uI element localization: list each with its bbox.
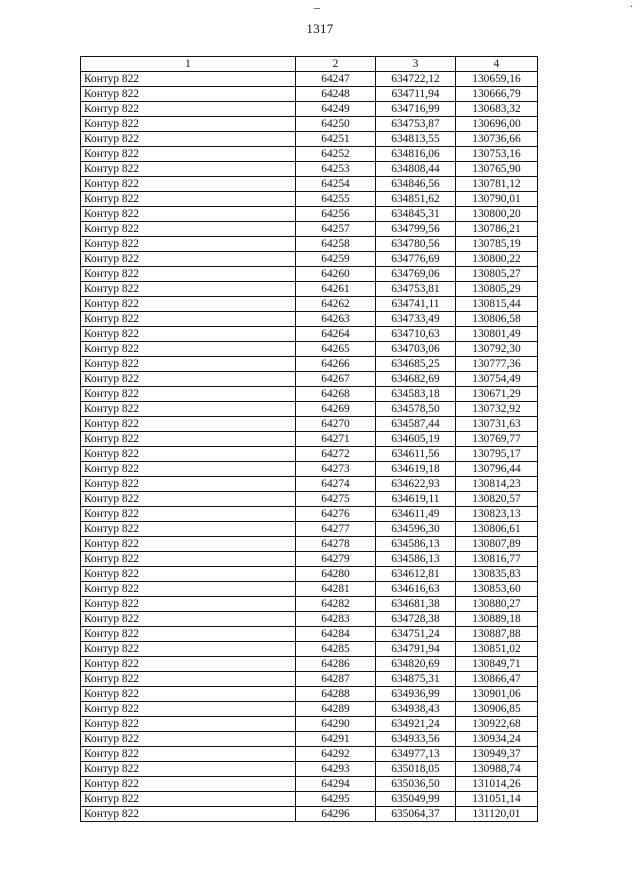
y-coordinate-cell: 130769,77 (456, 432, 538, 447)
table-row (81, 507, 538, 522)
point-number-cell: 64257 (296, 222, 376, 237)
contour-name-cell: Контур 822 (81, 222, 296, 237)
y-coordinate-cell: 130820,57 (456, 492, 538, 507)
x-coordinate-cell: 634619,11 (376, 492, 456, 507)
table-row (81, 432, 538, 447)
contour-name-cell: Контур 822 (81, 507, 296, 522)
contour-name-cell: Контур 822 (81, 477, 296, 492)
y-coordinate-cell: 130753,16 (456, 147, 538, 162)
x-coordinate-cell: 634751,24 (376, 627, 456, 642)
y-coordinate-cell: 130777,36 (456, 357, 538, 372)
contour-name-cell: Контур 822 (81, 192, 296, 207)
contour-name-cell: Контур 822 (81, 87, 296, 102)
contour-name-cell: Контур 822 (81, 792, 296, 807)
page-number: 1317 (306, 21, 334, 36)
point-number-cell: 64283 (296, 612, 376, 627)
point-number-cell: 64267 (296, 372, 376, 387)
y-coordinate-cell: 130805,27 (456, 267, 538, 282)
x-coordinate-cell: 634875,31 (376, 672, 456, 687)
x-coordinate-cell: 634780,56 (376, 237, 456, 252)
table-row (81, 717, 538, 732)
y-coordinate-cell: 131014,26 (456, 777, 538, 792)
contour-name-cell: Контур 822 (81, 357, 296, 372)
point-number-cell: 64254 (296, 177, 376, 192)
point-number-cell: 64248 (296, 87, 376, 102)
y-coordinate-cell: 130906,85 (456, 702, 538, 717)
y-coordinate-cell: 131120,01 (456, 807, 538, 822)
point-number-cell: 64260 (296, 267, 376, 282)
scan-mark-dot: · (630, 2, 634, 13)
x-coordinate-cell: 634936,99 (376, 687, 456, 702)
point-number-cell: 64270 (296, 417, 376, 432)
point-number-cell: 64281 (296, 582, 376, 597)
table-row (81, 342, 538, 357)
x-coordinate-cell: 634711,94 (376, 87, 456, 102)
point-number-cell: 64247 (296, 72, 376, 87)
point-number-cell: 64255 (296, 192, 376, 207)
contour-name-cell: Контур 822 (81, 627, 296, 642)
scan-mark-dash: – (314, 0, 320, 14)
table-row (81, 477, 538, 492)
y-coordinate-cell: 130949,37 (456, 747, 538, 762)
y-coordinate-cell: 130732,92 (456, 402, 538, 417)
point-number-cell: 64277 (296, 522, 376, 537)
y-coordinate-cell: 130922,68 (456, 717, 538, 732)
y-coordinate-cell: 130849,71 (456, 657, 538, 672)
point-number-cell: 64288 (296, 687, 376, 702)
point-number-cell: 64261 (296, 282, 376, 297)
point-number-cell: 64276 (296, 507, 376, 522)
contour-name-cell: Контур 822 (81, 117, 296, 132)
table-row (81, 672, 538, 687)
point-number-cell: 64268 (296, 387, 376, 402)
x-coordinate-cell: 634753,87 (376, 117, 456, 132)
table-row (81, 747, 538, 762)
x-coordinate-cell: 634799,56 (376, 222, 456, 237)
x-coordinate-cell: 634741,11 (376, 297, 456, 312)
x-coordinate-cell: 634586,13 (376, 537, 456, 552)
y-coordinate-cell: 130671,29 (456, 387, 538, 402)
contour-name-cell: Контур 822 (81, 612, 296, 627)
contour-name-cell: Контур 822 (81, 267, 296, 282)
table-row (81, 807, 538, 822)
x-coordinate-cell: 634685,25 (376, 357, 456, 372)
y-coordinate-cell: 130814,23 (456, 477, 538, 492)
contour-name-cell: Контур 822 (81, 252, 296, 267)
contour-name-cell: Контур 822 (81, 732, 296, 747)
x-coordinate-cell: 634611,49 (376, 507, 456, 522)
x-coordinate-cell: 634583,18 (376, 387, 456, 402)
column-header: 3 (376, 57, 456, 72)
x-coordinate-cell: 634938,43 (376, 702, 456, 717)
table-row (81, 72, 538, 87)
y-coordinate-cell: 130800,20 (456, 207, 538, 222)
y-coordinate-cell: 130889,18 (456, 612, 538, 627)
contour-name-cell: Контур 822 (81, 162, 296, 177)
point-number-cell: 64295 (296, 792, 376, 807)
table-row (81, 207, 538, 222)
contour-name-cell: Контур 822 (81, 147, 296, 162)
contour-name-cell: Контур 822 (81, 567, 296, 582)
table-row (81, 447, 538, 462)
table-row (81, 282, 538, 297)
x-coordinate-cell: 634728,38 (376, 612, 456, 627)
point-number-cell: 64275 (296, 492, 376, 507)
point-number-cell: 64286 (296, 657, 376, 672)
table-row (81, 312, 538, 327)
point-number-cell: 64296 (296, 807, 376, 822)
x-coordinate-cell: 634605,19 (376, 432, 456, 447)
contour-name-cell: Контур 822 (81, 237, 296, 252)
point-number-cell: 64258 (296, 237, 376, 252)
x-coordinate-cell: 634845,31 (376, 207, 456, 222)
contour-name-cell: Контур 822 (81, 537, 296, 552)
table-row (81, 642, 538, 657)
y-coordinate-cell: 130866,47 (456, 672, 538, 687)
point-number-cell: 64293 (296, 762, 376, 777)
contour-name-cell: Контур 822 (81, 387, 296, 402)
table-row (81, 792, 538, 807)
contour-name-cell: Контур 822 (81, 552, 296, 567)
contour-name-cell: Контур 822 (81, 102, 296, 117)
contour-name-cell: Контур 822 (81, 582, 296, 597)
point-number-cell: 64259 (296, 252, 376, 267)
table-row (81, 102, 538, 117)
point-number-cell: 64249 (296, 102, 376, 117)
point-number-cell: 64290 (296, 717, 376, 732)
point-number-cell: 64251 (296, 132, 376, 147)
table-row (81, 702, 538, 717)
table-row (81, 132, 538, 147)
table-row (81, 192, 538, 207)
contour-name-cell: Контур 822 (81, 297, 296, 312)
table-row (81, 402, 538, 417)
table-row (81, 627, 538, 642)
x-coordinate-cell: 634977,13 (376, 747, 456, 762)
contour-name-cell: Контур 822 (81, 702, 296, 717)
contour-name-cell: Контур 822 (81, 402, 296, 417)
x-coordinate-cell: 634710,63 (376, 327, 456, 342)
y-coordinate-cell: 130801,49 (456, 327, 538, 342)
table-row (81, 372, 538, 387)
table-row (81, 267, 538, 282)
point-number-cell: 64294 (296, 777, 376, 792)
contour-name-cell: Контур 822 (81, 762, 296, 777)
table-row (81, 657, 538, 672)
y-coordinate-cell: 130785,19 (456, 237, 538, 252)
x-coordinate-cell: 635064,37 (376, 807, 456, 822)
y-coordinate-cell: 130765,90 (456, 162, 538, 177)
y-coordinate-cell: 130880,27 (456, 597, 538, 612)
contour-name-cell: Контур 822 (81, 342, 296, 357)
point-number-cell: 64265 (296, 342, 376, 357)
point-number-cell: 64271 (296, 432, 376, 447)
y-coordinate-cell: 130796,44 (456, 462, 538, 477)
table-row (81, 327, 538, 342)
x-coordinate-cell: 634587,44 (376, 417, 456, 432)
x-coordinate-cell: 634616,63 (376, 582, 456, 597)
x-coordinate-cell: 634619,18 (376, 462, 456, 477)
table-row (81, 417, 538, 432)
y-coordinate-cell: 130792,30 (456, 342, 538, 357)
x-coordinate-cell: 634596,30 (376, 522, 456, 537)
contour-name-cell: Контур 822 (81, 672, 296, 687)
point-number-cell: 64278 (296, 537, 376, 552)
point-number-cell: 64282 (296, 597, 376, 612)
table-body (81, 72, 538, 822)
x-coordinate-cell: 634933,56 (376, 732, 456, 747)
contour-name-cell: Контур 822 (81, 522, 296, 537)
point-number-cell: 64280 (296, 567, 376, 582)
point-number-cell: 64279 (296, 552, 376, 567)
column-header: 1 (81, 57, 296, 72)
table-row (81, 732, 538, 747)
x-coordinate-cell: 634846,56 (376, 177, 456, 192)
contour-name-cell: Контур 822 (81, 657, 296, 672)
x-coordinate-cell: 634611,56 (376, 447, 456, 462)
contour-name-cell: Контур 822 (81, 312, 296, 327)
y-coordinate-cell: 130795,17 (456, 447, 538, 462)
point-number-cell: 64291 (296, 732, 376, 747)
y-coordinate-cell: 130853,60 (456, 582, 538, 597)
table-row (81, 537, 538, 552)
table-row (81, 552, 538, 567)
y-coordinate-cell: 130835,83 (456, 567, 538, 582)
x-coordinate-cell: 634921,24 (376, 717, 456, 732)
table-row (81, 567, 538, 582)
y-coordinate-cell: 130806,61 (456, 522, 538, 537)
point-number-cell: 64264 (296, 327, 376, 342)
table-row (81, 612, 538, 627)
table-row (81, 222, 538, 237)
y-coordinate-cell: 130816,77 (456, 552, 538, 567)
contour-name-cell: Контур 822 (81, 132, 296, 147)
table-row (81, 462, 538, 477)
point-number-cell: 64284 (296, 627, 376, 642)
y-coordinate-cell: 130805,29 (456, 282, 538, 297)
contour-name-cell: Контур 822 (81, 432, 296, 447)
y-coordinate-cell: 130696,00 (456, 117, 538, 132)
y-coordinate-cell: 130659,16 (456, 72, 538, 87)
table-row (81, 687, 538, 702)
point-number-cell: 64250 (296, 117, 376, 132)
y-coordinate-cell: 130754,49 (456, 372, 538, 387)
x-coordinate-cell: 635049,99 (376, 792, 456, 807)
point-number-cell: 64263 (296, 312, 376, 327)
x-coordinate-cell: 634753,81 (376, 282, 456, 297)
y-coordinate-cell: 130666,79 (456, 87, 538, 102)
contour-name-cell: Контур 822 (81, 597, 296, 612)
contour-name-cell: Контур 822 (81, 807, 296, 822)
point-number-cell: 64285 (296, 642, 376, 657)
table-row (81, 777, 538, 792)
coordinates-table (80, 56, 538, 822)
point-number-cell: 64289 (296, 702, 376, 717)
y-coordinate-cell: 130823,13 (456, 507, 538, 522)
table-row (81, 522, 538, 537)
x-coordinate-cell: 634703,06 (376, 342, 456, 357)
x-coordinate-cell: 634776,69 (376, 252, 456, 267)
y-coordinate-cell: 130851,02 (456, 642, 538, 657)
y-coordinate-cell: 130887,88 (456, 627, 538, 642)
x-coordinate-cell: 634682,69 (376, 372, 456, 387)
point-number-cell: 64273 (296, 462, 376, 477)
y-coordinate-cell: 130800,22 (456, 252, 538, 267)
column-header: 2 (296, 57, 376, 72)
point-number-cell: 64272 (296, 447, 376, 462)
x-coordinate-cell: 634851,62 (376, 192, 456, 207)
point-number-cell: 64287 (296, 672, 376, 687)
x-coordinate-cell: 634816,06 (376, 147, 456, 162)
y-coordinate-cell: 130806,58 (456, 312, 538, 327)
point-number-cell: 64252 (296, 147, 376, 162)
table-row (81, 87, 538, 102)
table-row (81, 357, 538, 372)
x-coordinate-cell: 634733,49 (376, 312, 456, 327)
point-number-cell: 64253 (296, 162, 376, 177)
table-row (81, 117, 538, 132)
y-coordinate-cell: 130901,06 (456, 687, 538, 702)
y-coordinate-cell: 131051,14 (456, 792, 538, 807)
contour-name-cell: Контур 822 (81, 462, 296, 477)
table-row (81, 177, 538, 192)
y-coordinate-cell: 130934,24 (456, 732, 538, 747)
x-coordinate-cell: 634722,12 (376, 72, 456, 87)
y-coordinate-cell: 130988,74 (456, 762, 538, 777)
table-row (81, 492, 538, 507)
point-number-cell: 64292 (296, 747, 376, 762)
x-coordinate-cell: 635018,05 (376, 762, 456, 777)
table-row (81, 597, 538, 612)
x-coordinate-cell: 634791,94 (376, 642, 456, 657)
contour-name-cell: Контур 822 (81, 492, 296, 507)
x-coordinate-cell: 634612,81 (376, 567, 456, 582)
table-row (81, 762, 538, 777)
contour-name-cell: Контур 822 (81, 747, 296, 762)
table-row (81, 147, 538, 162)
x-coordinate-cell: 634820,69 (376, 657, 456, 672)
x-coordinate-cell: 634681,38 (376, 597, 456, 612)
y-coordinate-cell: 130790,01 (456, 192, 538, 207)
x-coordinate-cell: 634769,06 (376, 267, 456, 282)
contour-name-cell: Контур 822 (81, 177, 296, 192)
point-number-cell: 64269 (296, 402, 376, 417)
y-coordinate-cell: 130683,32 (456, 102, 538, 117)
column-header: 4 (456, 57, 538, 72)
y-coordinate-cell: 130731,63 (456, 417, 538, 432)
contour-name-cell: Контур 822 (81, 207, 296, 222)
x-coordinate-cell: 634808,44 (376, 162, 456, 177)
x-coordinate-cell: 634578,50 (376, 402, 456, 417)
table-row (81, 237, 538, 252)
contour-name-cell: Контур 822 (81, 327, 296, 342)
table-header-row (81, 57, 538, 72)
table-row (81, 387, 538, 402)
x-coordinate-cell: 634586,13 (376, 552, 456, 567)
contour-name-cell: Контур 822 (81, 687, 296, 702)
x-coordinate-cell: 634716,99 (376, 102, 456, 117)
contour-name-cell: Контур 822 (81, 282, 296, 297)
contour-name-cell: Контур 822 (81, 72, 296, 87)
x-coordinate-cell: 634622,93 (376, 477, 456, 492)
y-coordinate-cell: 130815,44 (456, 297, 538, 312)
contour-name-cell: Контур 822 (81, 717, 296, 732)
contour-name-cell: Контур 822 (81, 417, 296, 432)
point-number-cell: 64266 (296, 357, 376, 372)
contour-name-cell: Контур 822 (81, 447, 296, 462)
table-row (81, 582, 538, 597)
x-coordinate-cell: 634813,55 (376, 132, 456, 147)
point-number-cell: 64274 (296, 477, 376, 492)
table-row (81, 162, 538, 177)
y-coordinate-cell: 130807,89 (456, 537, 538, 552)
y-coordinate-cell: 130786,21 (456, 222, 538, 237)
y-coordinate-cell: 130736,66 (456, 132, 538, 147)
y-coordinate-cell: 130781,12 (456, 177, 538, 192)
table-row (81, 252, 538, 267)
contour-name-cell: Контур 822 (81, 372, 296, 387)
contour-name-cell: Контур 822 (81, 777, 296, 792)
x-coordinate-cell: 635036,50 (376, 777, 456, 792)
point-number-cell: 64262 (296, 297, 376, 312)
contour-name-cell: Контур 822 (81, 642, 296, 657)
point-number-cell: 64256 (296, 207, 376, 222)
table-row (81, 297, 538, 312)
